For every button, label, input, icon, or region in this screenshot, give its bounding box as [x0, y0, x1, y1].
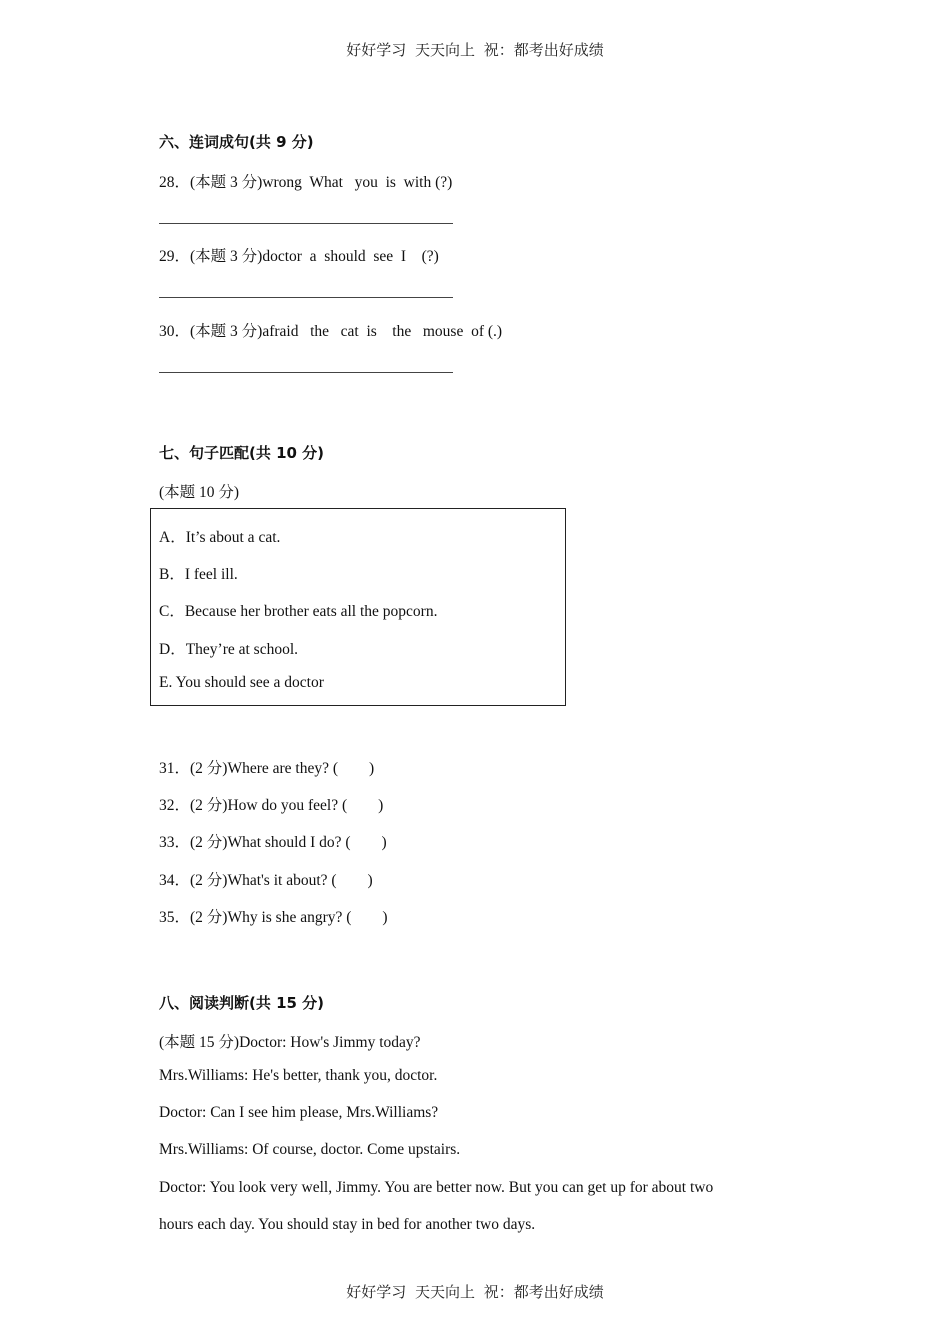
reading-line-2: Mrs.Williams: He's better, thank you, doctor. — [159, 1067, 438, 1084]
option-d: D．They’re at school. — [159, 641, 299, 658]
reading-line-5: Doctor: You look very well, Jimmy. You are better now. But you can get up for about two — [159, 1179, 714, 1196]
page-header: 好好学习 天天向上 祝：都考出好成绩 — [346, 41, 604, 59]
section-7-note: (本题 10 分) — [159, 484, 240, 501]
option-a: A．It’s about a cat. — [159, 529, 281, 546]
question-30: 30．(本题 3 分)afraid the cat is the mouse of (.) — [159, 323, 503, 340]
option-e: E. You should see a doctor — [159, 674, 324, 691]
question-35: 35．(2 分)Why is she angry? ( ) — [159, 909, 388, 926]
reading-line-1: (本题 15 分)Doctor: How's Jimmy today? — [159, 1034, 421, 1051]
section-7-title: 七、句子匹配(共 10 分) — [159, 444, 325, 462]
answer-line-29 — [159, 297, 453, 298]
option-c: C．Because her brother eats all the popcorn. — [159, 603, 438, 620]
reading-line-4: Mrs.Williams: Of course, doctor. Come upstairs. — [159, 1141, 461, 1158]
question-28: 28．(本题 3 分)wrong What you is with (?) — [159, 174, 453, 191]
question-34: 34．(2 分)What's it about? ( ) — [159, 872, 373, 889]
answer-line-28 — [159, 223, 453, 224]
question-33: 33．(2 分)What should I do? ( ) — [159, 834, 387, 851]
answer-line-30 — [159, 372, 453, 373]
section-8-title: 八、阅读判断(共 15 分) — [159, 994, 325, 1012]
question-31: 31．(2 分)Where are they? ( ) — [159, 760, 375, 777]
page-footer: 好好学习 天天向上 祝：都考出好成绩 — [346, 1283, 604, 1301]
option-b: B．I feel ill. — [159, 566, 238, 583]
question-32: 32．(2 分)How do you feel? ( ) — [159, 797, 384, 814]
section-6-title: 六、连词成句(共 9 分) — [159, 133, 314, 151]
question-29: 29．(本题 3 分)doctor a should see I (?) — [159, 248, 439, 265]
reading-line-6: hours each day. You should stay in bed for another two days. — [159, 1216, 536, 1233]
reading-line-3: Doctor: Can I see him please, Mrs.Williams? — [159, 1104, 439, 1121]
